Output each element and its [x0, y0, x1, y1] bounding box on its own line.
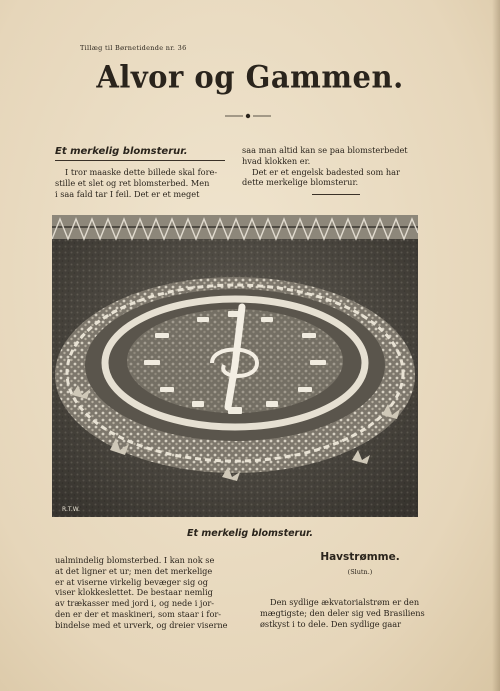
text-line: i saa fald tar I feil. Det er et meget [55, 188, 200, 199]
text-line: Det er et engelsk badested som har [252, 166, 400, 177]
text-line: at det ligner et ur; men det merkelige [55, 565, 213, 576]
left-column-text [55, 167, 231, 199]
text-line: av trækasser med jord i, og nede i jor- [55, 598, 215, 609]
flower-clock-photo [52, 215, 418, 517]
text-line: ualmindelig blomsterbed. I kan nok se [55, 555, 215, 565]
column-end-rule [312, 194, 360, 195]
text-line: Den sydlige ækvatorialstrøm er den [270, 597, 420, 607]
supplement-line: Tillæg til Børnetidende nr. 36 [80, 44, 187, 52]
text-line: bindelse med et urverk, og dreier viserne [55, 619, 228, 630]
text-line: I tror maaske dette billede skal fore- [65, 167, 218, 177]
text-line: hvad klokken er. [242, 155, 311, 166]
text-line: saa man altid kan se paa blomsterbedet [242, 145, 408, 155]
text-line: østkyst i to dele. Den sydlige gaar [260, 618, 402, 629]
text-line: den er der et maskineri, som staar i for- [55, 608, 222, 619]
text-line: dette merkelige blomsterur. [242, 177, 359, 188]
heading-underline [55, 160, 225, 161]
page-edge-shadow [492, 0, 500, 691]
photo-signature: R.T.W. [62, 506, 80, 513]
conclusion-note: (Slutn.) [347, 568, 373, 576]
text-line: mægtigste; den deler sig ved Brasiliens [260, 607, 425, 618]
havstromme-text [260, 597, 440, 629]
article-heading: Et merkelig blomsterur. [55, 146, 188, 157]
ornament-divider [225, 113, 271, 119]
havstromme-heading: Havstrømme. [320, 551, 400, 563]
text-line: viser klokkeslettet. De bestaar nemlig [55, 587, 213, 598]
right-column-text [242, 145, 437, 188]
text-line: stille et slet og ret blomsterbed. Men [55, 177, 210, 188]
text-line: er at viserne virkelig bevæger sig og [55, 576, 208, 587]
masthead-title: Alvor og Gammen. [96, 59, 404, 95]
photo-caption: Et merkelig blomsterur. [187, 528, 313, 539]
continued-column-text [55, 555, 245, 631]
